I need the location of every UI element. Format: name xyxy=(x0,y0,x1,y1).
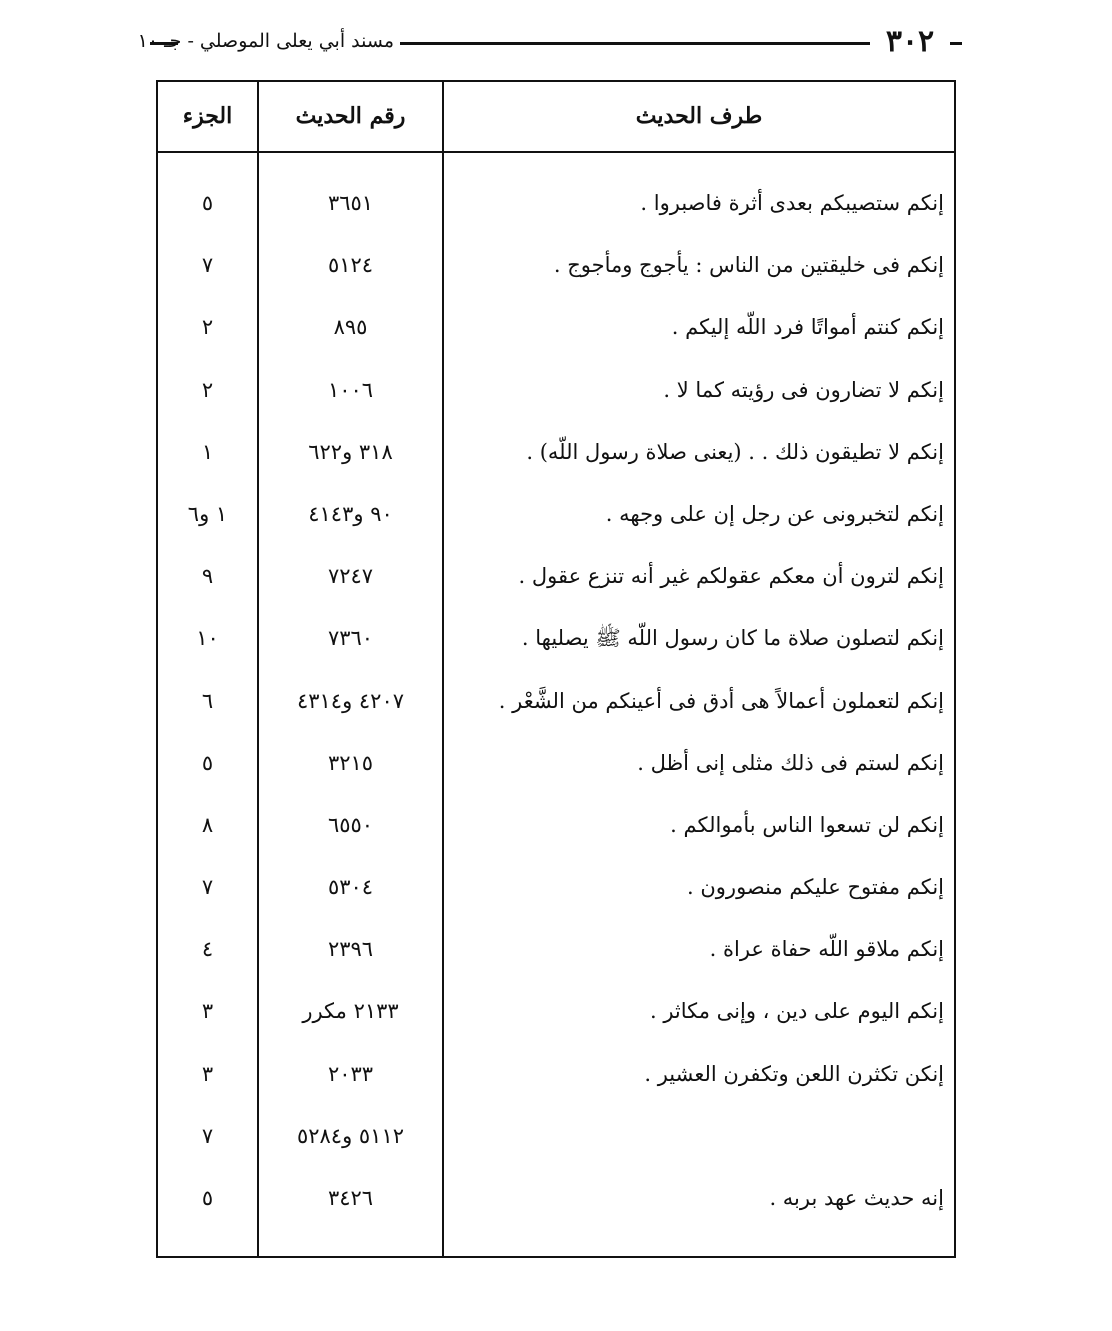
hadith-number-cell: ٢٠٣٣ xyxy=(327,1061,374,1086)
hadith-number-cell: ٣٤٢٦ xyxy=(327,1186,374,1210)
hadith-number-cell: ٥٣٠٤ xyxy=(327,875,374,900)
column-header-hadith-text: طرف الحديث xyxy=(635,103,763,129)
table-row xyxy=(158,483,954,545)
hadith-text-cell: إنكم لستم فى ذلك مثلى إنى أظل . xyxy=(637,750,944,775)
table-row xyxy=(158,980,954,1042)
hadith-number-cell: ٥١١٢ و٥٢٨٤ xyxy=(296,1123,405,1148)
table-row xyxy=(158,296,954,358)
table-row xyxy=(158,545,954,607)
table-row xyxy=(158,732,954,794)
part-cell: ٣ xyxy=(201,1061,214,1086)
part-cell: ٩ xyxy=(201,564,214,589)
hadith-text-cell: إنكن تكثرن اللعن وتكفرن العشير . xyxy=(644,1061,944,1086)
table-row xyxy=(158,1043,954,1105)
column-header-part: الجزء xyxy=(182,103,233,129)
table-row xyxy=(158,856,954,918)
part-cell: ٧ xyxy=(201,1123,214,1148)
table-row xyxy=(158,670,954,732)
table-row xyxy=(158,234,954,296)
book-title: مسند أبي يعلى الموصلي - جـ ١٠ xyxy=(137,30,394,52)
hadith-text-cell: إنه حديث عهد بربه . xyxy=(769,1186,944,1210)
part-cell: ٥ xyxy=(201,750,214,775)
part-cell: ١ xyxy=(201,439,214,464)
hadith-text-cell: إنكم لا تضارون فى رؤيته كما لا . xyxy=(663,377,944,402)
table-row xyxy=(158,421,954,483)
hadith-text-cell: إنكم لتصلون صلاة ما كان رسول اللّه ﷺ يصليها . xyxy=(521,626,944,651)
table-row xyxy=(158,607,954,669)
part-cell: ٧ xyxy=(201,875,214,900)
table-row xyxy=(158,1105,954,1167)
part-cell: ٣ xyxy=(201,999,214,1024)
hadith-text-cell: إنكم لتعملون أعمالاً هى أدق فى أعينكم من الشَّعْر . xyxy=(498,688,944,713)
hadith-number-cell: ٧٢٤٧ xyxy=(327,564,374,589)
part-cell: ٢ xyxy=(201,377,214,402)
hadith-text-cell: إنكم لتخبرونى عن رجل إن على وجهه . xyxy=(605,501,944,526)
hadith-number-cell: ٩٠ و٤١٤٣ xyxy=(308,501,393,526)
hadith-number-cell: ٤٢٠٧ و٤٣١٤ xyxy=(296,688,405,713)
part-cell: ٥ xyxy=(201,191,214,215)
hadith-text-cell: إنكم ملاقو اللّه حفاة عراة . xyxy=(709,937,944,962)
page-number: ٣٠٢ xyxy=(885,24,935,59)
hadith-number-cell: ٦٥٥٠ xyxy=(327,812,374,837)
part-cell: ٧ xyxy=(201,253,214,278)
hadith-text-cell: إنكم اليوم على دين ، وإنى مكاثر . xyxy=(649,999,944,1024)
hadith-text-cell: إنكم ستصيبكم بعدى أثرة فاصبروا . xyxy=(640,191,944,215)
table-row xyxy=(158,1167,954,1229)
table-row xyxy=(158,359,954,421)
hadith-number-cell: ٢١٣٣ مكرر xyxy=(302,999,399,1024)
hadith-number-cell: ٣١٨ و٦٢٢ xyxy=(308,439,393,464)
header-divider xyxy=(158,151,954,153)
table-row xyxy=(158,172,954,234)
table-row xyxy=(158,794,954,856)
hadith-text-cell xyxy=(446,1105,944,1167)
table-row xyxy=(158,918,954,980)
part-cell: ٥ xyxy=(201,1186,214,1210)
running-header xyxy=(137,24,962,64)
hadith-number-cell: ٨٩٥ xyxy=(333,315,368,340)
hadith-text-cell: إنكم لا تطيقون ذلك . . (يعنى صلاة رسول اللّه) . xyxy=(526,439,944,464)
part-cell: ٢ xyxy=(201,315,214,340)
table-body xyxy=(158,172,954,1229)
hadith-number-cell: ١٠٠٦ xyxy=(327,377,374,402)
hadith-number-cell: ٢٣٩٦ xyxy=(327,937,374,962)
part-cell: ٨ xyxy=(201,812,214,837)
part-cell: ١٠ xyxy=(196,626,219,651)
hadith-text-cell: إنكم لن تسعوا الناس بأموالكم . xyxy=(670,812,944,837)
hadith-number-cell: ٣٦٥١ xyxy=(327,191,374,215)
hadith-text-cell: إنكم كنتم أمواتًا فرد اللّه إليكم . xyxy=(671,315,944,340)
hadith-number-cell: ٥١٢٤ xyxy=(327,253,374,278)
hadith-text-cell: إنكم مفتوح عليكم منصورون . xyxy=(687,875,944,900)
hadith-index-table xyxy=(156,80,956,1258)
header-rule xyxy=(400,42,870,45)
hadith-text-cell: إنكم لترون أن معكم عقولكم غير أنه تنزع عقول . xyxy=(518,564,944,589)
part-cell: ١ و٦ xyxy=(187,501,228,526)
hadith-number-cell: ٧٣٦٠ xyxy=(327,626,374,651)
column-header-hadith-number: رقم الحديث xyxy=(295,103,406,129)
part-cell: ٤ xyxy=(201,937,214,962)
hadith-text-cell: إنكم فى خليقتين من الناس : يأجوج ومأجوج . xyxy=(553,253,944,278)
hadith-number-cell: ٣٢١٥ xyxy=(327,750,374,775)
header-rule xyxy=(950,42,962,45)
part-cell: ٦ xyxy=(201,688,214,713)
